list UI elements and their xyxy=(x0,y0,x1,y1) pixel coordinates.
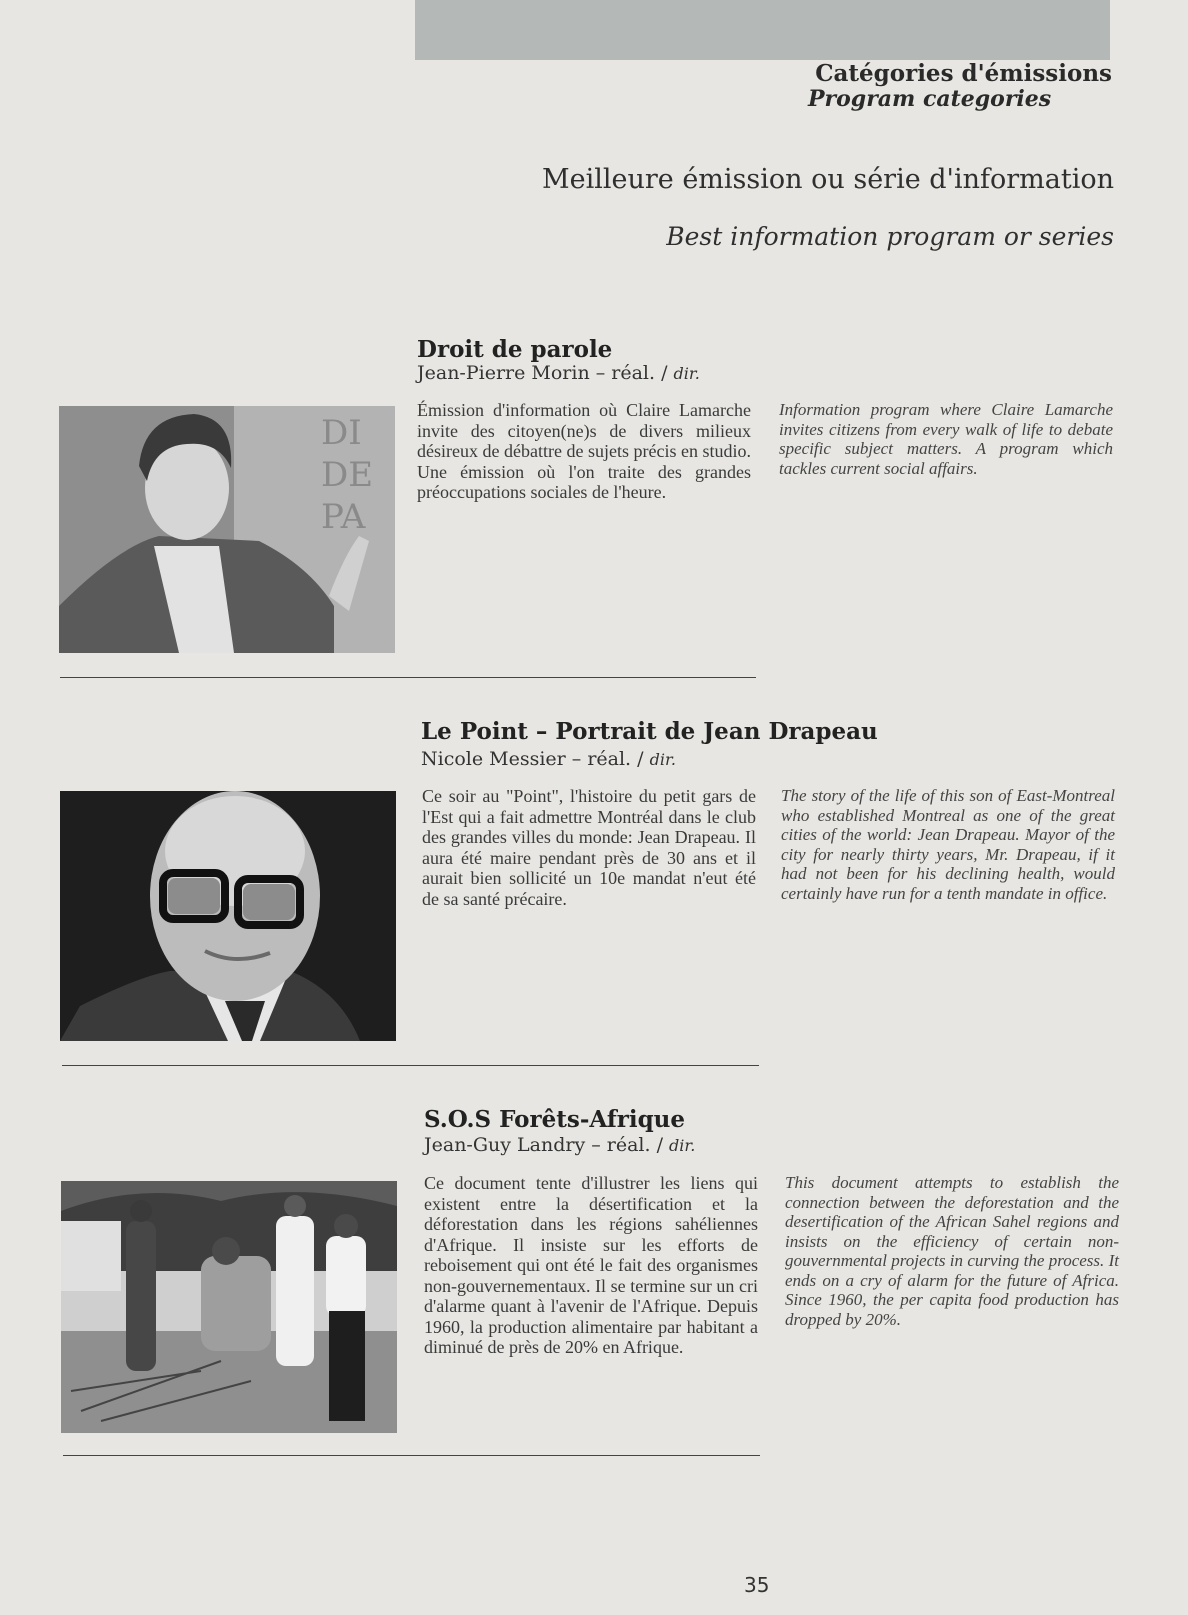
description-en: This document attempts to establish the connection between the deforestation and the desertification of the African Sahel regions and insists on the efficiency of certain non-gouvernmental projects in curving the process. It ends on a cry of alarm for the future of Africa. Since 1960, the per capita food production has dropped by 20%. xyxy=(785,1173,1119,1329)
director-name: Jean-Guy Landry – réal. / xyxy=(424,1134,663,1156)
category-title-en: Program categories xyxy=(808,86,1052,112)
photo-claire-lamarche xyxy=(59,406,395,653)
description-fr: Ce document tente d'illustrer les liens qui existent entre la désertification et la déforestation dans les régions sahéliennes d'Afrique. Il insiste sur les efforts de reboisement qui ont été le fait des organismes non-gouvernementaux. Il se termine sur un cri d'alarme quant à l'avenir de l'Afrique. Depuis 1960, la production alimentaire par habitant a diminué de près de 20% en Afrique. xyxy=(424,1173,758,1357)
photo-overlay-text-3: PA xyxy=(321,497,366,537)
entry-title: Le Point – Portrait de Jean Drapeau xyxy=(421,718,878,745)
description-en: Information program where Claire Lamarche invites citizens from every walk of life to debate specific subject matters. A program which tackles current social affairs. xyxy=(779,400,1113,478)
entry-title: Droit de parole xyxy=(417,336,613,363)
entry-director xyxy=(421,748,676,770)
director-tag: dir. xyxy=(673,364,700,383)
header-color-bar xyxy=(415,0,1110,60)
divider-rule xyxy=(62,1065,759,1066)
photo-overlay-text-1: DI xyxy=(321,413,362,453)
category-title-fr: Catégories d'émissions xyxy=(815,60,1112,87)
section-title-fr: Meilleure émission ou série d'information xyxy=(541,164,1114,195)
photo-overlay-text-2: DE xyxy=(321,455,374,495)
description-fr: Ce soir au "Point", l'histoire du petit gars de l'Est qui a fait admettre Montréal dans le club des grandes villes du monde: Jean Drapeau. Il aura été maire pendant près de 30 ans et il aurait bien sollicité un 10e mandat n'eut été de sa santé précaire. xyxy=(422,786,756,909)
entry-director xyxy=(424,1134,695,1156)
photo-forest-africa xyxy=(61,1181,397,1433)
divider-rule xyxy=(63,1455,760,1456)
entry-title: S.O.S Forêts-Afrique xyxy=(424,1106,686,1133)
director-tag: dir. xyxy=(669,1136,696,1155)
section-title-en: Best information program or series xyxy=(666,222,1114,251)
page-number: 35 xyxy=(744,1573,770,1597)
director-tag: dir. xyxy=(649,750,676,769)
description-fr: Émission d'information où Claire Lamarche invite des citoyen(ne)s de divers milieux désireux de débattre de sujets précis en studio. Une émission où l'on traite des grandes préoccupations sociales de l'heure. xyxy=(417,400,751,502)
description-en: The story of the life of this son of East-Montreal who established Montreal as one of the great cities of the world: Jean Drapeau. Mayor of the city for nearly thirty years, Mr. Drapeau, if it had not been for his declining health, would certainly have run for a tenth mandate in office. xyxy=(781,786,1115,903)
photo-jean-drapeau xyxy=(60,791,396,1041)
director-name: Jean-Pierre Morin – réal. / xyxy=(417,362,668,384)
director-name: Nicole Messier – réal. / xyxy=(421,748,644,770)
divider-rule xyxy=(60,677,756,678)
entry-director xyxy=(417,362,700,384)
